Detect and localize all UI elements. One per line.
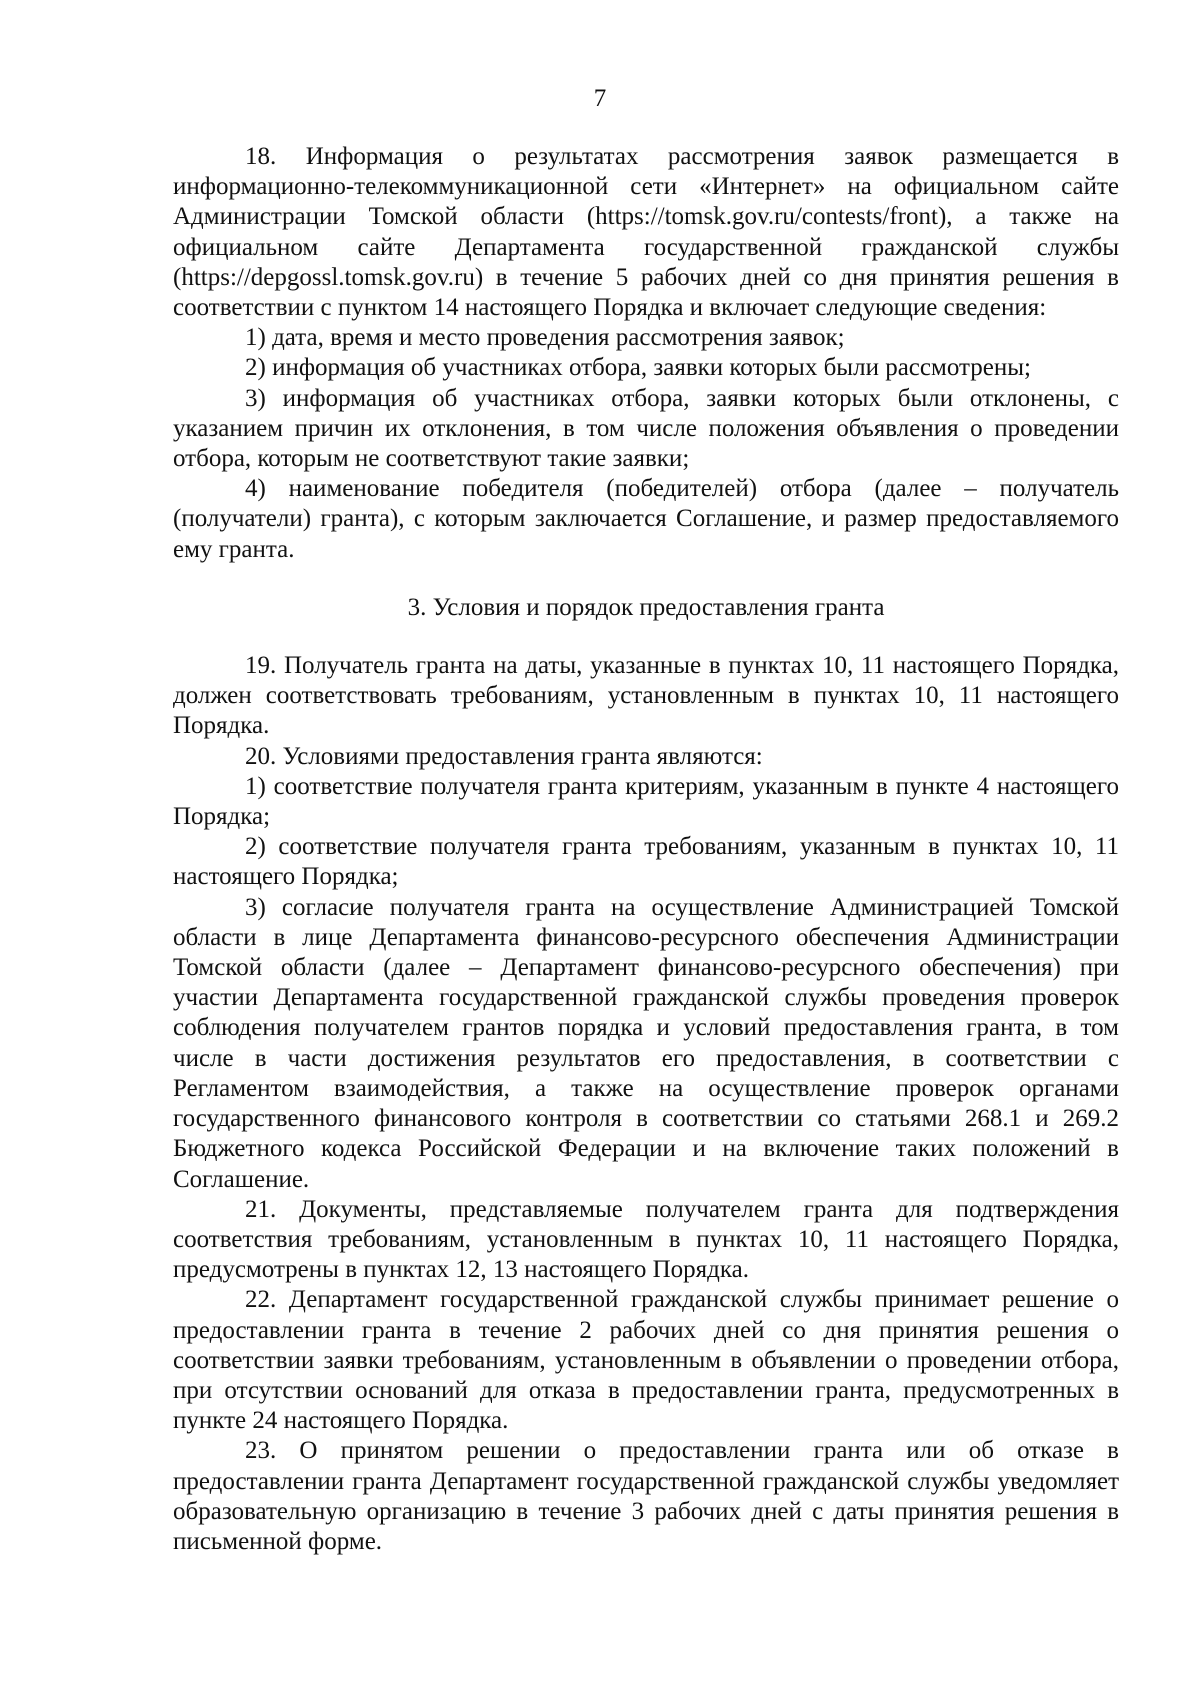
paragraph-18: 18. Информация о результатах рассмотрения заявок размещается в информационно-телекоммуникационной сети «Интернет» на официальном сайте Администрации Томской области (https://tomsk.gov.ru/contests/front), а также на официальном сайте Департамента государственной гражданской службы (https://depgossl.tomsk.gov.ru) в течение 5 рабочих дней со дня принятия решения в соответствии с пунктом 14 настоящего Порядка и включает следующие сведения: (173, 143, 1119, 322)
list-item-20-2: 2) соответствие получателя гранта требованиям, указанным в пунктах 10, 11 настоящего Порядка; (173, 833, 1119, 891)
document-body (173, 142, 1119, 1557)
list-item-20-1: 1) соответствие получателя гранта критериям, указанным в пункте 4 настоящего Порядка; (173, 772, 1119, 831)
list-item-18-4: 4) наименование победителя (победителей) отбора (далее – получатель (получатели) гранта), с которым заключается Соглашение, и размер предоставляемого ему гранта. (173, 475, 1119, 563)
list-item-18-1: 1) дата, время и место проведения рассмотрения заявок; (245, 324, 845, 352)
paragraph-22: 22. Департамент государственной гражданской службы принимает решение о предоставлении гранта в течение 2 рабочих дней со дня принятия решения о соответствии заявки требованиям, установленным в объявлении о проведении отбора, при отсутствии оснований для отказа в предоставлении гранта, предусмотренных в пункте 24 настоящего Порядка. (173, 1286, 1119, 1435)
list-item-18-2: 2) информация об участниках отбора, заявки которых были рассмотрены; (245, 354, 1031, 382)
section-heading: 3. Условия и порядок предоставления гранта (407, 593, 885, 621)
paragraph-19: 19. Получатель гранта на даты, указанные в пунктах 10, 11 настоящего Порядка, должен соответствовать требованиям, установленным в пунктах 10, 11 настоящего Порядка. (173, 652, 1119, 740)
list-item-20-3: 3) согласие получателя гранта на осуществление Администрацией Томской области в лице Департамента финансово-ресурсного обеспечения Администрации Томской области (далее – Департамент финансово-ресурсного обеспечения) при участии Департамента государственной гражданской службы проведения проверок соблюдения получателем грантов порядка и условий предоставления гранта, в том числе в части достижения результатов его предоставления, в соответствии с Регламентом взаимодействия, а также на осуществление проверок органами государственного финансового контроля в соответствии со статьями 268.1 и 269.2 Бюджетного кодекса Российской Федерации и на включение таких положений в Соглашение. (173, 893, 1119, 1193)
paragraph-20: 20. Условиями предоставления гранта являются: (245, 742, 763, 770)
page-number: 7 (593, 85, 607, 112)
paragraph-21: 21. Документы, представляемые получателем гранта для подтверждения соответствия требованиям, установленным в пунктах 10, 11 настоящего Порядка, предусмотрены в пунктах 12, 13 настоящего Порядка. (173, 1195, 1119, 1284)
paragraph-23: 23. О принятом решении о предоставлении гранта или об отказе в предоставлении гранта Департамент государственной гражданской службы уведомляет образовательную организацию в течение 3 рабочих дней с даты принятия решения в письменной форме. (173, 1437, 1119, 1555)
list-item-18-3: 3) информация об участниках отбора, заявки которых были отклонены, с указанием причин их отклонения, в том числе положения объявления о проведении отбора, которым не соответствуют такие заявки; (173, 384, 1119, 473)
